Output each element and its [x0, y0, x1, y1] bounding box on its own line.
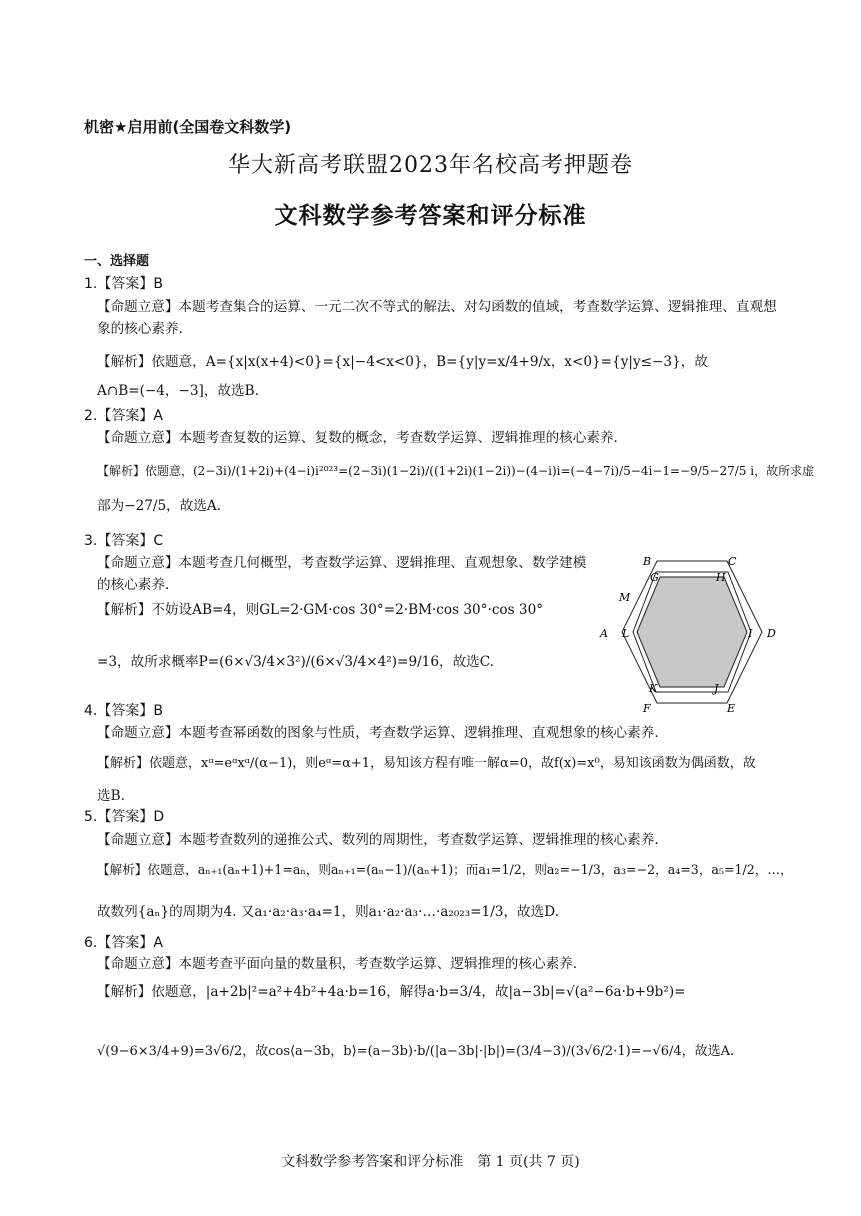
analysis-line: 【解析】依题意，xᵅ=eᵅxᵅ/(α−1)，则eᵅ=α+1，易知该方程有唯一解α=0，故f(x)=x⁰，易知该函数为偶函数，故	[97, 756, 756, 771]
document-subtitle: 文科数学参考答案和评分标准	[274, 203, 587, 229]
confidential-label: 机密★启用前(全国卷文科数学)	[84, 118, 292, 136]
answer-line: 6.【答案】A	[84, 935, 163, 951]
analysis-line: A∩B=(−4，−3]，故选B.	[97, 383, 259, 399]
analysis-line: √(9−6×3/4+9)=3√6/2，故cos⟨a−3b，b⟩=(a−3b)·b/(|a−3b|·|b|)=(3/4−3)/(3√6/2·1)=−√6/4，故选A.	[97, 1044, 735, 1059]
vertex-label: F	[643, 702, 651, 715]
analysis-line: 【解析】依题意，|a+2b|²=a²+4b²+4a·b=16，解得a·b=3/4，故|a−3b|=√(a²−6a·b+9b²)=	[97, 984, 686, 1000]
vertex-label: B	[643, 555, 652, 568]
analysis-line: 【解析】不妨设AB=4，则GL=2·GM·cos 30°=2·BM·cos 30°·cos 30°	[97, 602, 544, 618]
vertex-label: I	[748, 627, 753, 640]
exam-title: 华大新高考联盟2023年名校高考押题卷	[228, 153, 633, 178]
answer-line: 1.【答案】B	[84, 276, 163, 292]
analysis-line: 故数列{aₙ}的周期为4. 又a₁·a₂·a₃·a₄=1，则a₁·a₂·a₃·…·a₂₀₂₃=1/3，故选D.	[97, 904, 559, 920]
intent-text: 【命题立意】本题考查数列的递推公式、数列的周期性，考查数学运算、逻辑推理的核心素养.	[97, 832, 659, 848]
answer-line: 4.【答案】B	[84, 703, 163, 719]
vertex-label: M	[619, 591, 631, 604]
vertex-label: L	[622, 627, 630, 640]
page-footer: 文科数学参考答案和评分标准 第 1 页(共 7 页)	[281, 1154, 580, 1170]
analysis-line: 部为−27/5，故选A.	[97, 498, 222, 514]
vertex-label: G	[650, 571, 659, 584]
hexagon-figure	[595, 550, 785, 715]
section-heading: 一、选择题	[84, 254, 150, 269]
analysis-line: 【解析】依题意，aₙ₊₁(aₙ+1)+1=aₙ，则aₙ₊₁=(aₙ−1)/(aₙ+1)；而a₁=1/2，则a₂=−1/3，a₃=−2，a₄=3，a₅=1/2，…，	[97, 862, 793, 877]
vertex-label: H	[716, 571, 726, 584]
vertex-label: J	[714, 682, 719, 695]
intent-text: 【命题立意】本题考查几何概型，考查数学运算、逻辑推理、直观想象、数学建模的核心素养.	[97, 555, 587, 593]
analysis-line: 【解析】依题意，(2−3i)/(1+2i)+(4−i)i²⁰²³=(2−3i)(1−2i)/((1+2i)(1−2i))−(4−i)i=(−4−7i)/5−4i−1=−9/5−27/5 i，故所求虚	[97, 464, 815, 478]
vertex-label: A	[600, 627, 608, 640]
intent-text: 【命题立意】本题考查集合的运算、一元二次不等式的解法、对勾函数的值域，考查数学运算、逻辑推理、直观想象的核心素养.	[97, 299, 777, 337]
intent-text: 【命题立意】本题考查复数的运算、复数的概念，考查数学运算、逻辑推理的核心素养.	[97, 430, 618, 446]
answer-line: 5.【答案】D	[84, 809, 165, 825]
answer-line: 3.【答案】C	[84, 533, 164, 549]
vertex-label: E	[727, 702, 736, 715]
analysis-line: 选B.	[97, 788, 125, 804]
analysis-line: 【解析】依题意，A={x|x(x+4)<0}={x|−4<x<0}，B={y|y=x/4+9/x，x<0}={y|y≤−3}，故	[97, 354, 708, 370]
intent-text: 【命题立意】本题考查幂函数的图象与性质，考查数学运算、逻辑推理、直观想象的核心素养.	[97, 725, 659, 741]
analysis-line: =3，故所求概率P=(6×√3/4×3²)/(6×√3/4×4²)=9/16，故选C.	[97, 654, 494, 670]
answer-line: 2.【答案】A	[84, 408, 163, 424]
vertex-label: D	[767, 627, 776, 640]
vertex-label: K	[649, 682, 658, 695]
vertex-label: C	[728, 555, 737, 568]
intent-text: 【命题立意】本题考查平面向量的数量积，考查数学运算、逻辑推理的核心素养.	[97, 956, 578, 972]
